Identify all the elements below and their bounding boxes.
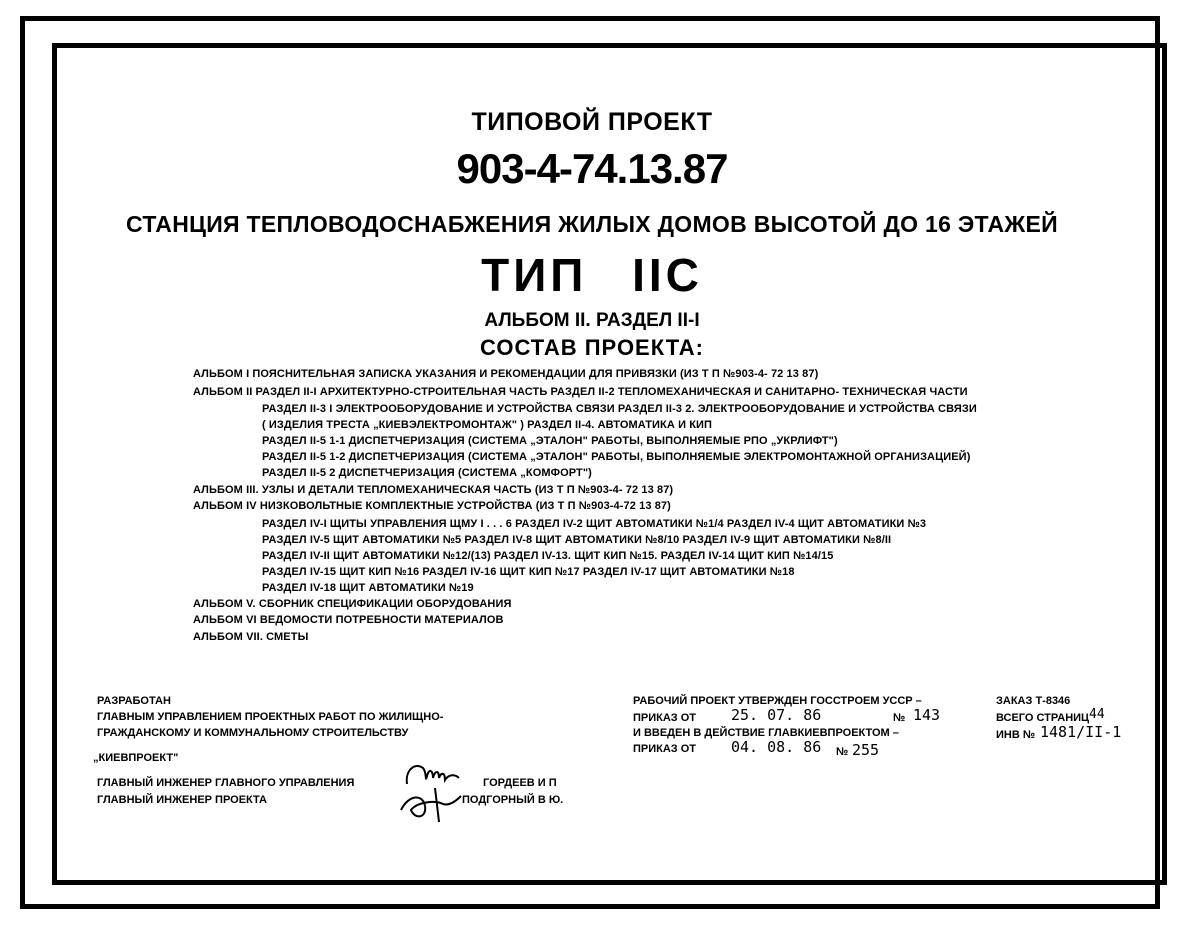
composition-line: АЛЬБОМ V. СБОРНИК СПЕЦИФИКАЦИИ ОБОРУДОВАНИЯ xyxy=(193,598,512,610)
project-title: СТАНЦИЯ ТЕПЛОВОДОСНАБЖЕНИЯ ЖИЛЫХ ДОМОВ ВЫСОТОЙ ДО 16 ЭТАЖЕЙ xyxy=(126,211,1058,237)
project-type-heading: ТИПОВОЙ ПРОЕКТ xyxy=(471,108,713,136)
composition-line: РАЗДЕЛ II-5 2 ДИСПЕТЧЕРИЗАЦИЯ (СИСТЕМА „КОМФОРТ") xyxy=(262,467,592,479)
composition-line: ( ИЗДЕЛИЯ ТРЕСТА „КИЕВЭЛЕКТРОМОНТАЖ" ) РАЗДЕЛ II-4. АВТОМАТИКА И КИП xyxy=(262,419,713,431)
project-type-code: ТИП IIС xyxy=(481,249,703,301)
composition-line: РАЗДЕЛ IV-II ЩИТ АВТОМАТИКИ №12/(13) РАЗДЕЛ IV-13. ЩИТ КИП №15. РАЗДЕЛ IV-14 ЩИТ КИП №14/15 xyxy=(262,550,834,562)
inventory-value: 1481/II-1 xyxy=(1040,723,1122,741)
composition-line: АЛЬБОМ III. УЗЛЫ И ДЕТАЛИ ТЕПЛОМЕХАНИЧЕСКАЯ ЧАСТЬ (ИЗ Т П №903-4- 72 13 87) xyxy=(193,484,674,496)
developer-org-line: ГРАЖДАНСКОМУ И КОММУНАЛЬНОМУ СТРОИТЕЛЬСТВУ xyxy=(97,727,409,739)
pages-label: ВСЕГО СТРАНИЦ xyxy=(996,712,1090,724)
composition-line: АЛЬБОМ II РАЗДЕЛ II-I АРХИТЕКТУРНО-СТРОИТЕЛЬНАЯ ЧАСТЬ РАЗДЕЛ II-2 ТЕПЛОМЕХАНИЧЕСКАЯ И САНИТАРНО- ТЕХНИЧЕСКАЯ ЧАСТИ xyxy=(193,386,968,398)
approval-order2-prefix: ПРИКАЗ ОТ xyxy=(633,743,697,755)
chief-engineer-label: ГЛАВНЫЙ ИНЖЕНЕР ГЛАВНОГО УПРАВЛЕНИЯ xyxy=(97,777,355,789)
composition-line: АЛЬБОМ IV НИЗКОВОЛЬТНЫЕ КОМПЛЕКТНЫЕ УСТРОЙСТВА (ИЗ Т П №903-4-72 13 87) xyxy=(193,500,671,512)
composition-line: АЛЬБОМ VI ВЕДОМОСТИ ПОТРЕБНОСТИ МАТЕРИАЛОВ xyxy=(193,614,504,626)
composition-heading: СОСТАВ ПРОЕКТА: xyxy=(480,335,704,360)
approval-order2-date: 04. 08. 86 xyxy=(731,738,822,756)
approval-order-date: 25. 07. 86 xyxy=(731,706,822,724)
composition-line: РАЗДЕЛ IV-5 ЩИТ АВТОМАТИКИ №5 РАЗДЕЛ IV-8 ЩИТ АВТОМАТИКИ №8/10 РАЗДЕЛ IV-9 ЩИТ АВТОМАТИКИ №8/II xyxy=(262,534,892,546)
composition-line: РАЗДЕЛ II-3 I ЭЛЕКТРООБОРУДОВАНИЕ И УСТРОЙСТВА СВЯЗИ РАЗДЕЛ II-3 2. ЭЛЕКТРООБОРУДОВАНИЕ И УСТРОЙСТВА СВЯЗИ xyxy=(262,403,977,415)
inventory-label: ИНВ № xyxy=(996,729,1036,741)
chief-engineer-name: ГОРДЕЕВ И П xyxy=(483,777,557,789)
order-number: ЗАКАЗ Т-8346 xyxy=(996,695,1071,707)
composition-line: РАЗДЕЛ II-5 1-1 ДИСПЕТЧЕРИЗАЦИЯ (СИСТЕМА „ЭТАЛОН" РАБОТЫ, ВЫПОЛНЯЕМЫЕ РПО „УКРЛИФТ") xyxy=(262,435,838,447)
composition-line: АЛЬБОМ VII. СМЕТЫ xyxy=(193,631,309,643)
project-engineer-name: ПОДГОРНЫЙ В Ю. xyxy=(462,794,564,806)
approval-order2-no-label: № xyxy=(836,746,849,758)
project-number: 903-4-74.13.87 xyxy=(456,145,728,192)
approval-order-no-label: № xyxy=(893,712,906,724)
composition-line: АЛЬБОМ I ПОЯСНИТЕЛЬНАЯ ЗАПИСКА УКАЗАНИЯ И РЕКОМЕНДАЦИИ ДЛЯ ПРИВЯЗКИ (ИЗ Т П №903-4- 72 13 87) xyxy=(193,368,819,380)
approval-line: РАБОЧИЙ ПРОЕКТ УТВЕРЖДЕН ГОССТРОЕМ УССР – xyxy=(633,695,922,707)
approval-order-prefix: ПРИКАЗ ОТ xyxy=(633,712,697,724)
composition-line: РАЗДЕЛ IV-I ЩИТЫ УПРАВЛЕНИЯ ЩМУ I . . . 6 РАЗДЕЛ IV-2 ЩИТ АВТОМАТИКИ №1/4 РАЗДЕЛ IV-4 ЩИТ АВТОМАТИКИ №3 xyxy=(262,518,927,530)
composition-line: РАЗДЕЛ IV-15 ЩИТ КИП №16 РАЗДЕЛ IV-16 ЩИТ КИП №17 РАЗДЕЛ IV-17 ЩИТ АВТОМАТИКИ №18 xyxy=(262,566,795,578)
approval-order2-no: 255 xyxy=(852,741,880,759)
developer-label: РАЗРАБОТАН xyxy=(97,695,171,707)
pages-value: 44 xyxy=(1089,707,1105,722)
composition-line: РАЗДЕЛ II-5 1-2 ДИСПЕТЧЕРИЗАЦИЯ (СИСТЕМА „ЭТАЛОН" РАБОТЫ, ВЫПОЛНЯЕМЫЕ ЭЛЕКТРОМОНТАЖНОЙ ОРГАНИЗАЦИЕЙ) xyxy=(262,451,971,463)
composition-line: РАЗДЕЛ IV-18 ЩИТ АВТОМАТИКИ №19 xyxy=(262,582,474,594)
album-section-label: АЛЬБОМ II. РАЗДЕЛ II-I xyxy=(484,310,700,331)
approval-line: И ВВЕДЕН В ДЕЙСТВИЕ ГЛАВКИЕВПРОЕКТОМ – xyxy=(633,727,899,739)
approval-order-no: 143 xyxy=(913,706,941,724)
developer-org-name: „КИЕВПРОЕКТ" xyxy=(93,752,179,764)
project-engineer-label: ГЛАВНЫЙ ИНЖЕНЕР ПРОЕКТА xyxy=(97,794,267,806)
developer-org-line: ГЛАВНЫМ УПРАВЛЕНИЕМ ПРОЕКТНЫХ РАБОТ ПО ЖИЛИЩНО- xyxy=(97,711,444,723)
signature-image xyxy=(395,758,475,826)
